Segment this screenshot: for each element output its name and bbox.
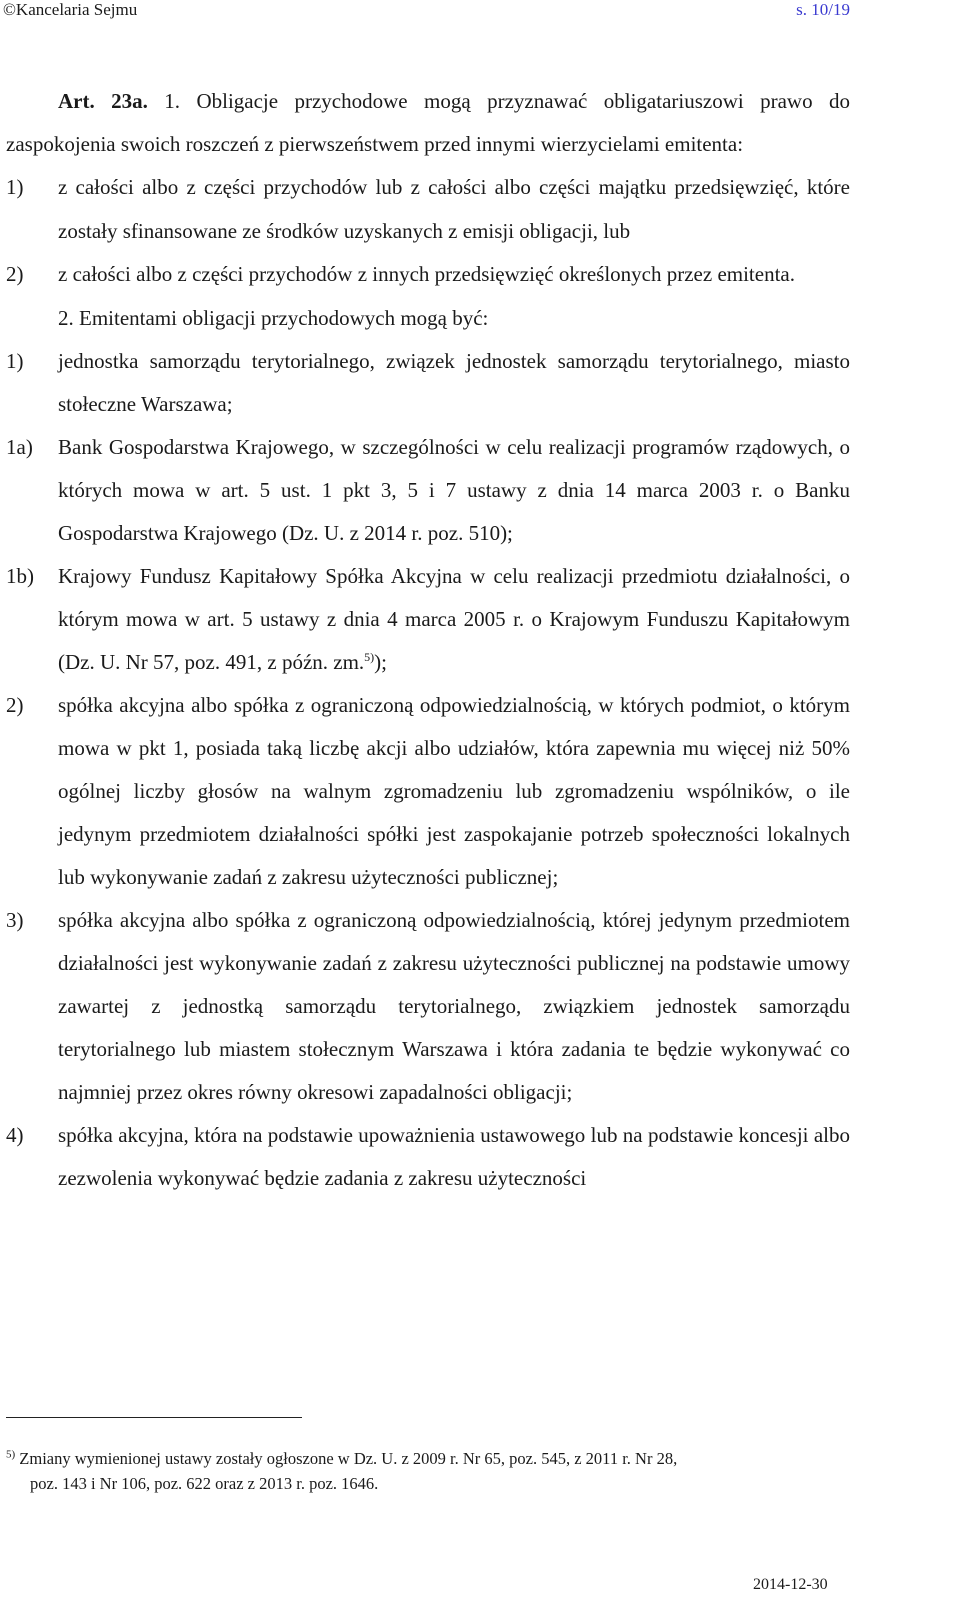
footnote-line-2: poz. 143 i Nr 106, poz. 622 oraz z 2013 r. poz. 1646. xyxy=(30,1474,379,1493)
footnote-divider xyxy=(6,1417,302,1418)
item-text-end: ); xyxy=(374,650,387,674)
item-number: 3) xyxy=(6,908,24,932)
item-text: Krajowy Fundusz Kapitałowy Spółka Akcyjna w celu realizacji przedmiotu działalności, o którym mowa w art. 5 ustawy z dnia 4 marca 2005 r. o Krajowym Funduszu Kapitałowym (Dz. U. Nr 57, poz. 491, z późn. zm. xyxy=(58,564,850,674)
item-number: 1a) xyxy=(6,435,33,459)
item-number: 2) xyxy=(6,693,24,717)
paragraph-1-text: 1. Obligacje przychodowe mogą przyznawać obligatariuszowi prawo do zaspokojenia swoich roszczeń z pierwszeństwem przed innymi wierzycielami emitenta: xyxy=(6,89,850,156)
list-item xyxy=(6,340,850,426)
list-item xyxy=(6,1114,850,1200)
item-text: spółka akcyjna, która na podstawie upoważnienia ustawowego lub na podstawie koncesji albo zezwolenia wykonywać będzie zadania z zakresu użyteczności xyxy=(58,1123,850,1190)
page-number-link[interactable]: s. 10/19 xyxy=(796,0,850,19)
list-item xyxy=(6,899,850,1114)
footnote-reference[interactable]: 5) xyxy=(364,650,375,664)
article-paragraph-2: 2. Emitentami obligacji przychodowych mogą być: xyxy=(58,305,489,330)
item-text: z całości albo z części przychodów lub z całości albo części majątku przedsięwzięć, które zostały sfinansowane ze środków uzyskanych z emisji obligacji, lub xyxy=(58,175,850,243)
document-body xyxy=(6,80,850,1200)
item-number: 1) xyxy=(6,349,24,373)
footnote xyxy=(6,1446,852,1496)
list-item xyxy=(6,166,850,253)
item-number: 4) xyxy=(6,1123,24,1147)
item-text: spółka akcyjna albo spółka z ograniczoną odpowiedzialnością, w których podmiot, o którym mowa w pkt 1, posiada taką liczbę akcji albo udziałów, która zapewnia mu więcej niż 50% ogólnej liczby głosów na walnym zgromadzeniu lub zgromadzeniu wspólników, o ile jedynym przedmiotem działalności spółki jest zaspokajanie potrzeb społeczności lokalnych lub wykonywanie zadań z zakresu użyteczności publicznej; xyxy=(58,693,850,889)
item-text: z całości albo z części przychodów z innych przedsięwzięć określonych przez emitenta. xyxy=(58,262,795,286)
page-header xyxy=(3,0,850,24)
footnote-text-1: Zmiany wymienionej ustawy zostały ogłoszone w Dz. U. z 2009 r. Nr 65, poz. 545, z 2011 r. Nr 28, xyxy=(19,1449,678,1468)
footnote-line-1 xyxy=(6,1446,852,1471)
item-text: Bank Gospodarstwa Krajowego, w szczególności w celu realizacji programów rządowych, o których mowa w art. 5 ust. 1 pkt 3, 5 i 7 ustawy z dnia 14 marca 2003 r. o Banku Gospodarstwa Krajowego (Dz. U. z 2014 r. poz. 510); xyxy=(58,435,850,545)
list-item xyxy=(6,426,850,555)
item-text: spółka akcyjna albo spółka z ograniczoną odpowiedzialnością, której jedynym przedmiotem działalności jest wykonywanie zadań z zakresu użyteczności publicznej na podstawie umowy zawartej z jednostką samorządu terytorialnego, związkiem jednostek samorządu terytorialnego lub miastem stołecznym Warszawa i która zadania te będzie wykonywać co najmniej przez okres równy okresowi zapadalności obligacji; xyxy=(58,908,850,1104)
list-item xyxy=(6,555,850,684)
footnote-mark: 5) xyxy=(6,1448,16,1461)
document-date: 2014-12-30 xyxy=(753,1576,828,1593)
copyright-label: ©Kancelaria Sejmu xyxy=(3,0,138,19)
list-item xyxy=(6,684,850,899)
list-item xyxy=(6,253,850,297)
article-paragraph-1 xyxy=(6,80,850,166)
item-text: jednostka samorządu terytorialnego, związek jednostek samorządu terytorialnego, miasto stołeczne Warszawa; xyxy=(58,349,850,416)
article-label: Art. 23a. xyxy=(58,89,148,113)
item-number: 2) xyxy=(6,262,24,286)
item-number: 1b) xyxy=(6,564,34,588)
item-number: 1) xyxy=(6,175,24,199)
